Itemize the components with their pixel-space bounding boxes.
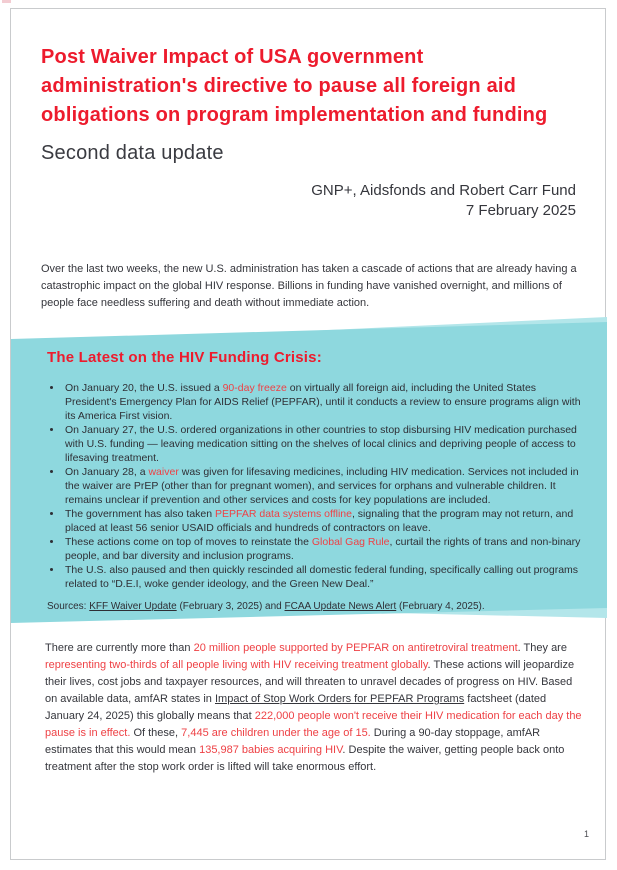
text-run: On January 28, a: [65, 466, 149, 478]
corner-artifact: [2, 0, 11, 3]
highlighted-text: 20 million people supported by PEPFAR on antiretroviral treatment: [193, 642, 518, 654]
text-run: Sources:: [47, 601, 90, 612]
highlighted-text: 135,987 babies acquiring HIV: [199, 744, 343, 756]
link-global-gag-rule[interactable]: Global Gag Rule: [311, 536, 390, 548]
list-item: [63, 507, 589, 535]
bullet-list: [47, 381, 589, 591]
document-page: [10, 8, 606, 860]
text-run: . They are: [517, 642, 567, 654]
byline-date: 7 February 2025: [465, 202, 576, 219]
byline: [311, 181, 576, 221]
highlight-content: [47, 349, 589, 613]
text-run: (February 4, 2025).: [396, 601, 485, 612]
text-run: On January 20, the U.S. issued a: [65, 382, 223, 394]
link-pepfar-data-systems-offline[interactable]: PEPFAR data systems offline: [215, 508, 352, 520]
text-run: The U.S. also paused and then quickly rescinded all domestic federal funding, specifically calling out programs related to “D.E.I, woke gender ideology, and the Green New Deal.”: [65, 564, 579, 590]
text-run: There are currently more than: [45, 642, 194, 654]
text-run: . Despite the waiver, getting people back onto treatment after the stop work order is lifted will take enormous effort.: [45, 744, 565, 773]
text-run: (February 3, 2025) and: [176, 601, 285, 612]
highlight-section: [11, 317, 607, 623]
text-run: During a 90-day stoppage, amfAR estimates that this would mean: [45, 727, 541, 756]
sources-line: [47, 600, 589, 613]
byline-organizations: GNP+, Aidsfonds and Robert Carr Fund: [311, 182, 576, 199]
text-run: . These actions will jeopardize their lives, cost jobs and taxpayer resources, and will threaten to unravel decades of progress on HIV. Based on available data, amfAR states in: [45, 659, 575, 705]
link-fcaa-update-news-alert[interactable]: FCAA Update News Alert: [284, 601, 397, 612]
link-impact-of-stop-work-orders[interactable]: Impact of Stop Work Orders for PEPFAR Programs: [214, 693, 465, 705]
doc-title: Post Waiver Impact of USA government administration's directive to pause all foreign aid obligations on program implementation and funding: [41, 46, 548, 126]
text-run: , curtail the rights of trans and non-binary people, and bar diversity and inclusion programs.: [65, 536, 581, 562]
text-run: , signaling that the program may not return, and placed at least 56 senior USAID officials and hundreds of contractors on leave.: [65, 508, 574, 534]
text-run: These actions come on top of moves to reinstate the: [65, 536, 312, 548]
doc-subtitle: Second data update: [41, 142, 224, 164]
list-item: [63, 465, 589, 507]
list-item: [63, 535, 589, 563]
text-run: was given for lifesaving medicines, including HIV medication. Services not included in the waiver are PrEP (other than for pregnant women), and services for orphans and vulnerable children. It remains unclear if prevention and other services and costs for key populations are included.: [65, 466, 579, 506]
intro-paragraph: Over the last two weeks, the new U.S. administration has taken a cascade of actions that are already having a catastrophic impact on the global HIV response. Billions in funding have vanished overnight, and millions of people face needless suffering and death without immediate action.: [41, 263, 577, 309]
section-heading: The Latest on the HIV Funding Crisis:: [47, 349, 322, 366]
highlighted-text: 7,445 are children under the age of 15.: [181, 727, 371, 739]
page-number: 1: [583, 829, 589, 839]
body-paragraph: [45, 640, 585, 776]
link-kff-waiver-update[interactable]: KFF Waiver Update: [89, 601, 177, 612]
list-item: [63, 381, 589, 423]
text-run: Of these,: [130, 727, 182, 739]
highlighted-text: 222,000 people won't receive their HIV medication for each day the pause is in effect.: [45, 710, 582, 739]
text-run: The government has also taken: [65, 508, 216, 520]
list-item: [63, 423, 589, 465]
text-run: on virtually all foreign aid, including the United States President's Emergency Plan for AIDS Relief (PEPFAR), until it conducts a review to ensure programs align with its America First vision.: [65, 382, 581, 422]
list-item: [63, 563, 589, 591]
text-run: On January 27, the U.S. ordered organizations in other countries to stop disbursing HIV medication purchased with U.S. funding — leaving medication sitting on the shelves of local clinics and depriving people of access to lifesaving treatment.: [65, 424, 577, 464]
text-run: factsheet (dated January 24, 2025) this globally means that: [45, 693, 547, 722]
link-waiver[interactable]: waiver: [148, 466, 179, 478]
highlighted-text: representing two-thirds of all people living with HIV receiving treatment globally: [45, 659, 428, 671]
link-90-day-freeze[interactable]: 90-day freeze: [222, 382, 287, 394]
